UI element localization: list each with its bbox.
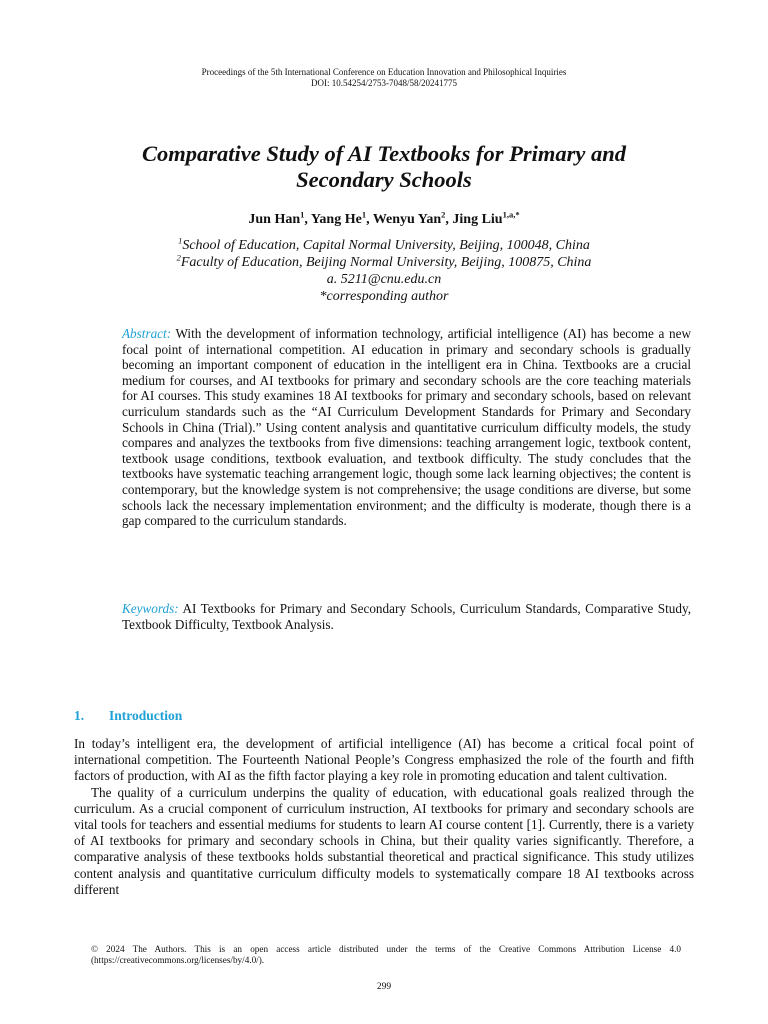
author-email: a. 5211@cnu.edu.cn <box>326 272 442 287</box>
affiliations <box>0 237 768 305</box>
paragraph: In today’s intelligent era, the development of artificial intelligence (AI) has become a critical focal point of international competition. The Fourteenth National People’s Congress emphasized the role of the fourth and fifth factors of production, with AI as the fifth factor playing a key role in promoting education and talent cultivation. <box>74 736 694 784</box>
running-header <box>0 67 768 89</box>
keywords-text: AI Textbooks for Primary and Secondary Schools, Curriculum Standards, Comparative Study, Textbook Difficulty, Textbook Analysis. <box>122 601 691 632</box>
abstract <box>122 326 691 529</box>
abstract-text: With the development of information technology, artificial intelligence (AI) has become a new focal point of international competition. AI education in primary and secondary schools is gradually becoming an important component of education in the intelligent era in China. Textbooks are a crucial medium for courses, and AI textbooks for primary and secondary schools are the core teaching materials for AI courses. This study examines 18 AI textbooks for primary and secondary schools, based on relevant curriculum standards such as the “AI Curriculum Development Standards for Primary and Secondary Schools in China (Trial).” Using content analysis and quantitative curriculum difficulty models, the study compares and analyzes the textbooks from five dimensions: teaching arrangement logic, textbook content, textbook usage conditions, textbook evaluation, and textbook difficulty. The study concludes that the textbooks have systematic teaching arrangement logic, though some lack learning objectives; the content is contemporary, but the knowledge system is not comprehensive; the usage conditions are diverse, but some schools lack the necessary implementation environment; and the difficulty is moderate, though there is a gap compared to the curriculum standards. <box>122 326 691 529</box>
paragraph: The quality of a curriculum underpins the quality of education, with educational goals realized through the curriculum. As a crucial component of curriculum instruction, AI textbooks for primary and secondary schools are vital tools for teachers and essential mediums for students to learn AI course content [1]. Currently, there is a variety of AI textbooks for primary and secondary schools in China, but their quality varies significantly. Therefore, a comparative analysis of these textbooks holds substantial theoretical and practical significance. This study utilizes content analysis and quantitative curriculum difficulty models to systematically compare 18 AI textbooks across different <box>74 784 694 897</box>
keywords-label: Keywords: <box>122 601 179 616</box>
introduction-body <box>74 736 694 898</box>
author-list <box>0 211 768 229</box>
author-separator: , <box>445 212 453 227</box>
affiliation-2 <box>0 254 768 271</box>
title-line-2: Secondary Schools <box>296 167 472 192</box>
keywords <box>122 601 691 632</box>
author-separator: , <box>304 212 311 227</box>
author-name: Jun Han <box>248 212 301 227</box>
paper-title <box>90 141 678 193</box>
abstract-label: Abstract: <box>122 326 172 341</box>
author-affiliation-mark: 2 <box>441 209 446 220</box>
page-number: 299 <box>376 982 392 992</box>
author-name: Wenyu Yan <box>372 212 442 227</box>
affiliation-text: Faculty of Education, Beijing Normal University, Beijing, 100875, China <box>180 255 592 270</box>
doi-line: DOI: 10.54254/2753-7048/58/20241775 <box>311 78 457 88</box>
title-line-1: Comparative Study of AI Textbooks for Primary and <box>142 141 626 166</box>
section-number: 1. <box>74 708 85 723</box>
affiliation-mark: 1 <box>178 235 183 246</box>
section-title: Introduction <box>109 708 183 723</box>
author-name: Yang He <box>310 212 362 227</box>
author-name: Jing Liu <box>452 212 503 227</box>
license-footnote: © 2024 The Authors. This is an open access article distributed under the terms of the Creative Commons Attribution License 4.0 (https://creativecommons.org/licenses/by/4.0/). <box>91 944 681 965</box>
author-separator: , <box>366 212 373 227</box>
affiliation-mark: 2 <box>176 252 181 263</box>
author-affiliation-mark: 1,a,* <box>502 209 520 220</box>
proceedings-line: Proceedings of the 5th International Conference on Education Innovation and Philosophical Inquiries <box>201 67 567 77</box>
corresponding-author-note: *corresponding author <box>319 289 449 304</box>
author-affiliation-mark: 1 <box>361 209 367 220</box>
section-heading-introduction <box>74 707 182 724</box>
author-affiliation-mark: 1 <box>300 209 305 220</box>
affiliation-text: School of Education, Capital Normal University, Beijing, 100048, China <box>182 238 590 253</box>
affiliation-1 <box>0 237 768 254</box>
